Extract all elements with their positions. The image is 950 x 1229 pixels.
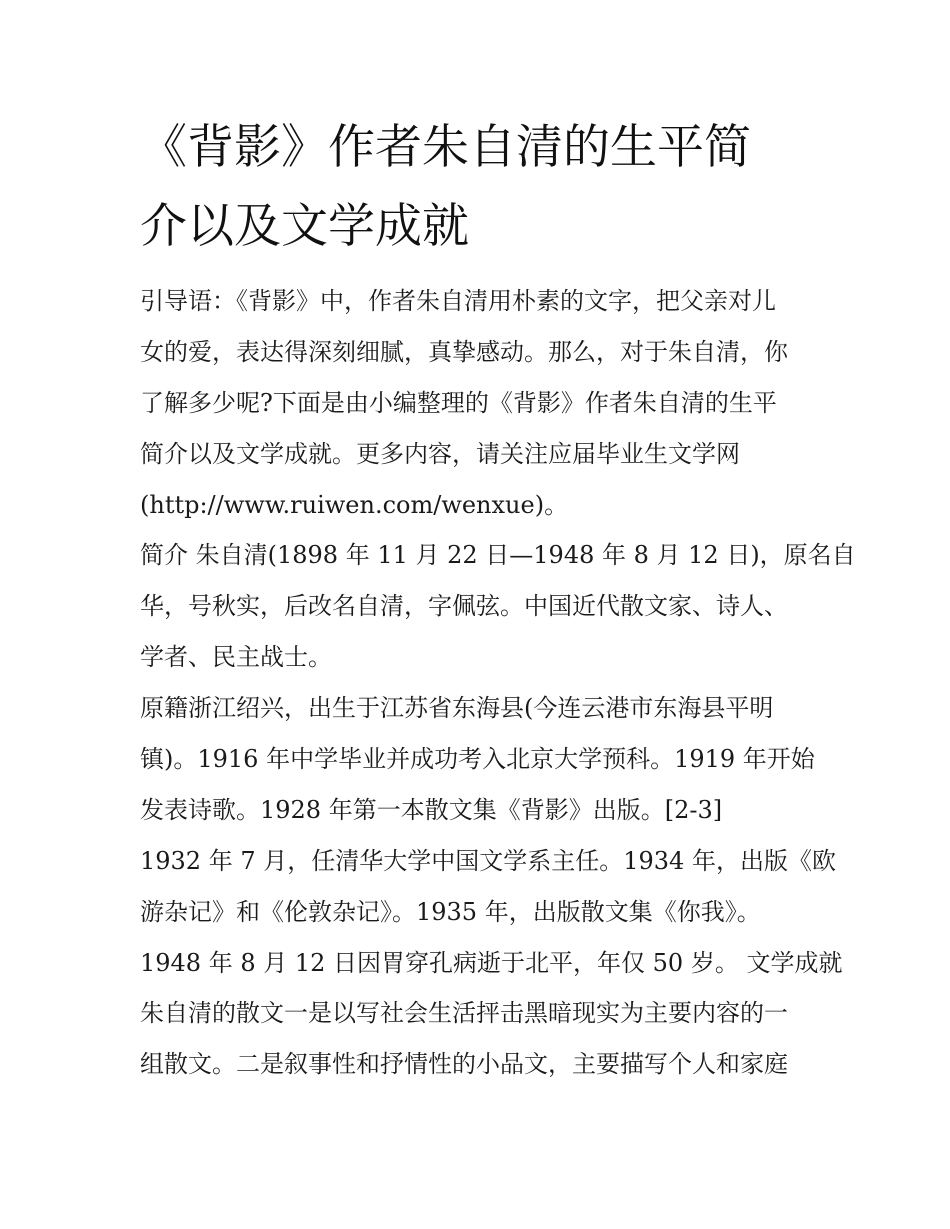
body-line: 学者、民主战士。: [140, 643, 332, 672]
body-line: (http://www.ruiwen.com/wenxue)。: [140, 490, 569, 519]
body-line: 游杂记》和《伦敦杂记》。1935 年，出版散文集《你我》。: [140, 897, 761, 926]
body-line: 发表诗歌。1928 年第一本散文集《背影》出版。[2-3]: [140, 795, 723, 824]
body-line: 原籍浙江绍兴，出生于江苏省东海县(今连云港市东海县平明: [140, 694, 774, 723]
body-line: 组散文。二是叙事性和抒情性的小品文，主要描写个人和家庭: [140, 1050, 788, 1079]
title-line: 介以及文学成就: [140, 199, 469, 254]
body-line: 镇)。1916 年中学毕业并成功考入北京大学预科。1919 年开始: [140, 745, 815, 774]
title-line: 《背影》作者朱自清的生平简: [140, 120, 751, 175]
body-line: 简介以及文学成就。更多内容，请关注应届毕业生文学网: [140, 439, 740, 468]
body-line: 1932 年 7 月，任清华大学中国文学系主任。1934 年，出版《欧: [140, 846, 836, 875]
body-line: 华，号秋实，后改名自清，字佩弦。中国近代散文家、诗人、: [140, 592, 788, 621]
body-line: 1948 年 8 月 12 日因胃穿孔病逝于北平，年仅 50 岁。 文学成就: [140, 948, 843, 977]
body-line: 引导语：《背影》中，作者朱自清用朴素的文字，把父亲对儿: [140, 287, 776, 315]
body-line: 了解多少呢?下面是由小编整理的《背影》作者朱自清的生平: [140, 388, 777, 417]
document-title: [140, 108, 820, 266]
document-body: [140, 276, 856, 1090]
body-line: 朱自清的散文一是以写社会生活抨击黑暗现实为主要内容的一: [140, 999, 788, 1028]
body-line: 女的爱，表达得深刻细腻，真挚感动。那么，对于朱自清，你: [140, 337, 788, 366]
body-line: 简介 朱自清(1898 年 11 月 22 日—1948 年 8 月 12 日)，原名自: [140, 541, 856, 570]
